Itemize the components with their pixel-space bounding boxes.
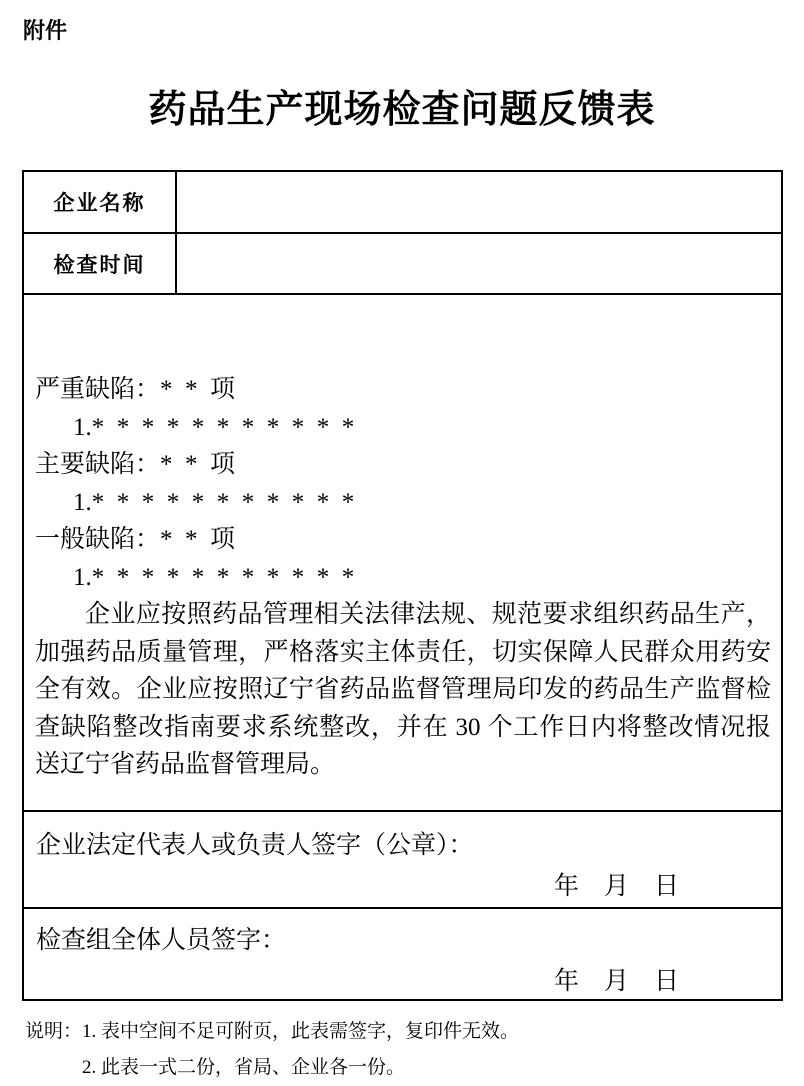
attachment-label: 附件	[23, 18, 68, 43]
enterprise-name-label: 企业名称	[23, 171, 176, 233]
enterprise-signature-label: 企业法定代表人或负责人签字（公章）：	[36, 832, 474, 859]
footnote-2: 2. 此表一式二份，省局、企业各一份。	[82, 1057, 406, 1078]
inspection-team-signature-date-line: 年 月 日	[553, 967, 679, 995]
inspection-team-signature-cell	[23, 908, 782, 1000]
major-defects-item: 1.* * * * * * * * * * *	[73, 488, 355, 516]
inspection-team-signature-label: 检查组全体人员签字：	[36, 926, 287, 954]
inspection-time-label: 检查时间	[23, 233, 176, 294]
footnotes	[25, 1014, 804, 1086]
footnote-1: 1. 表中空间不足可附页，此表需签字，复印件无效。	[82, 1021, 520, 1042]
enterprise-signature-cell	[23, 811, 782, 908]
defects-content-cell	[23, 294, 782, 811]
enterprise-signature-date-line: 年 月 日	[553, 873, 679, 900]
footnotes-prefix: 说明：	[25, 1021, 83, 1042]
critical-defects-item: 1.* * * * * * * * * * *	[73, 413, 355, 441]
general-defects-item: 1.* * * * * * * * * * *	[73, 563, 355, 591]
footnotes-list	[82, 1014, 519, 1086]
inspection-time-row	[23, 233, 782, 294]
enterprise-name-row	[23, 171, 782, 233]
major-defects-heading: 主要缺陷：* * 项	[35, 451, 236, 479]
general-defects-heading: 一般缺陷：* * 项	[35, 526, 236, 554]
inspection-time-value-cell	[176, 233, 782, 294]
enterprise-signature-row	[23, 811, 782, 908]
feedback-form-table	[22, 170, 783, 1001]
rectification-notice-paragraph: 企业应按照药品管理相关法律法规、规范要求组织药品生产，加强药品质量管理，严格落实主体责任，切实保障人民群众用药安全有效。企业应按照辽宁省药品监督管理局印发的药品生产监督检查缺陷整改指南要求系统整改，并在 30 个工作日内将整改情况报送辽宁省药品监督管理局。	[35, 601, 771, 779]
inspection-team-signature-row	[23, 908, 782, 1000]
critical-defects-heading: 严重缺陷：* * 项	[35, 376, 236, 404]
defects-row	[23, 294, 782, 811]
page-title: 药品生产现场检查问题反馈表	[148, 89, 656, 131]
enterprise-name-value-cell	[176, 171, 782, 233]
